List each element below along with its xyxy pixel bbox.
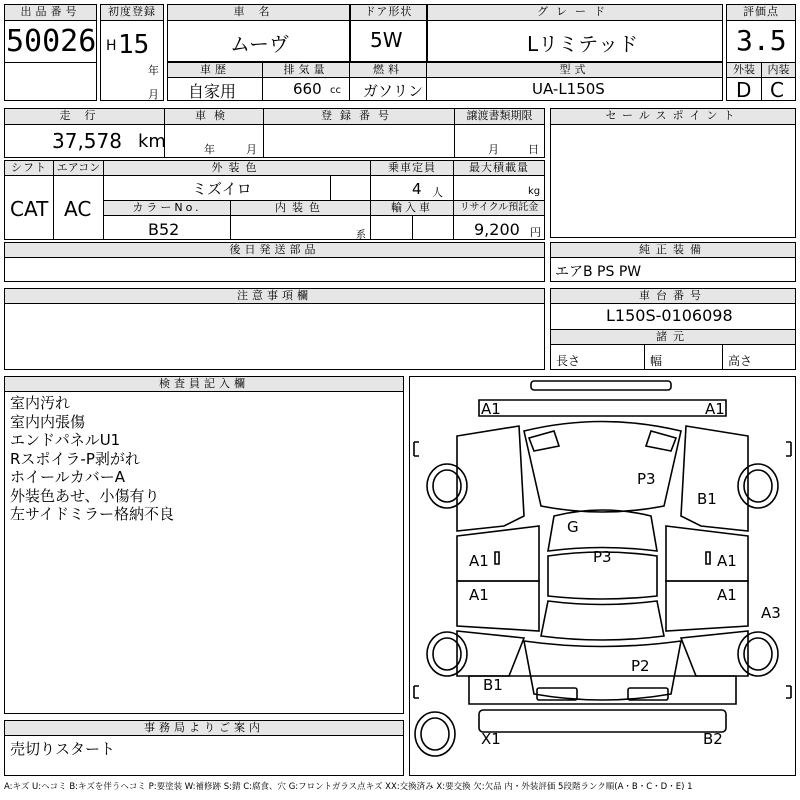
mark-a1-left-front-door: A1 <box>469 552 489 570</box>
exterior-color: ミズイロ <box>192 180 252 198</box>
rear-hatch <box>524 641 681 700</box>
exterior-grade-label: 外装 <box>726 62 762 78</box>
transfer-month: 月 <box>488 143 499 156</box>
height-label: 高さ <box>728 354 753 368</box>
year-unit: 年 <box>148 64 159 77</box>
inspector-note: 外装色あせ、小傷有り <box>10 486 160 505</box>
inspector-note: ホイールカバーA <box>10 468 125 486</box>
interior-grade-label: 内装 <box>761 62 796 78</box>
mileage: 37,578 <box>52 129 122 153</box>
first-registration-year: 15 <box>118 30 150 60</box>
mark-a1-right-front-door: A1 <box>717 552 737 570</box>
door-shape: 5W <box>370 28 403 52</box>
door-label: ドア形状 <box>350 4 427 21</box>
notes-label: 注意事項欄 <box>4 288 545 304</box>
office-label: 事務局よりご案内 <box>4 720 404 736</box>
grade: Lリミテッド <box>527 32 639 56</box>
inspector-note: 室内汚れ <box>10 394 71 412</box>
sales-points-label: セールスポイント <box>550 108 796 125</box>
ac-label: エアコン <box>53 160 104 176</box>
interior-grade: C <box>770 78 784 102</box>
shift: CAT <box>10 197 49 221</box>
model-name: ムーヴ <box>230 32 289 56</box>
mileage-unit: km <box>138 131 166 152</box>
capacity-label: 乗車定員 <box>370 160 454 176</box>
mark-b2: B2 <box>703 730 723 748</box>
color-no-label: カラーNo. <box>103 200 231 216</box>
mark-a1-right-rear-door: A1 <box>717 586 737 604</box>
fuel-label: 燃料 <box>349 62 427 78</box>
front-bumper <box>479 400 726 416</box>
exterior-color-label: 外装色 <box>103 160 371 176</box>
score: 3.5 <box>736 24 787 57</box>
mark-g-windshield: G <box>567 518 579 536</box>
mark-b1-left: B1 <box>483 676 503 694</box>
inspection-month-unit: 月 <box>246 143 257 156</box>
inspection-year-unit: 年 <box>204 143 215 156</box>
recycle-fee: 9,200 <box>474 220 520 239</box>
inspector-label: 検査員記入欄 <box>4 376 404 392</box>
inspector-note: エンドパネルU1 <box>10 431 121 449</box>
shift-label: シフト <box>4 160 54 176</box>
width-label: 幅 <box>650 354 663 368</box>
type-label: 型式 <box>426 62 723 78</box>
capacity-unit: 人 <box>432 186 443 199</box>
front-bumper-top <box>531 381 671 390</box>
parts-label: 後日発送部品 <box>4 242 545 258</box>
transfer-docs-label: 譲渡書類期限 <box>454 108 545 125</box>
grade-label: グレード <box>427 4 723 21</box>
lot-number: 50026 <box>6 24 97 59</box>
registration-no-label: 登録番号 <box>263 108 455 125</box>
mark-a1-front-left: A1 <box>481 400 501 418</box>
history-label: 車歴 <box>167 62 263 78</box>
mark-p3-roof: P3 <box>593 548 612 566</box>
office-note: 売切りスタート <box>10 740 116 758</box>
length-label: 長さ <box>556 354 581 368</box>
genuine-equipment: エアB PS PW <box>555 264 642 280</box>
car-diagram <box>409 376 796 776</box>
exterior-grade: D <box>736 78 752 102</box>
mark-p2-hatch: P2 <box>631 657 650 675</box>
mark-x1: X1 <box>481 730 501 748</box>
inspector-note: 室内内張傷 <box>10 412 86 431</box>
history: 自家用 <box>188 82 237 101</box>
max-load-label: 最大積載量 <box>453 160 545 176</box>
first-registration-label: 初度登録 <box>100 4 164 21</box>
score-label: 評価点 <box>726 4 796 21</box>
fuel: ガソリン <box>363 82 424 100</box>
model-name-label: 車名 <box>167 4 350 21</box>
mileage-label: 走行 <box>4 108 165 125</box>
rear-bumper-bottom <box>479 710 726 732</box>
inspector-note: Rスポイラ-P剥がれ <box>10 449 140 468</box>
color-no: B52 <box>148 220 180 239</box>
mark-p3-hood: P3 <box>637 470 656 488</box>
dims-label: 諸元 <box>550 329 796 345</box>
inspector-notes <box>10 394 174 524</box>
recycle-unit: 円 <box>530 226 541 239</box>
interior-color-unit: 系 <box>356 230 366 241</box>
displacement-unit: cc <box>330 85 341 96</box>
max-load-unit: kg <box>528 186 541 197</box>
capacity: 4 <box>412 180 422 198</box>
mark-a1-left-rear-door: A1 <box>469 586 489 604</box>
sales-points-box <box>550 108 796 238</box>
mark-a1-front-right: A1 <box>705 400 725 418</box>
legend: A:キズ U:ヘコミ B:キズを伴うヘコミ P:要塗装 W:補修跡 S:錆 C:腐食、穴 G:フロントガラス点キズ XX:交換済み X:要交換 欠:欠品 内・外装評価 5段階ランク順(A・B・C・D・E) 1 <box>4 782 693 792</box>
mark-b1-right: B1 <box>697 490 717 508</box>
import-label: 輸入車 <box>370 200 454 216</box>
lot-number-label: 出品番号 <box>4 4 97 21</box>
era: H <box>106 38 117 54</box>
hood <box>524 422 681 513</box>
chassis-number: L150S-0106098 <box>606 306 733 325</box>
ac: AC <box>64 197 92 221</box>
chassis-label: 車台番号 <box>550 288 796 304</box>
inspector-note: 左サイドミラー格納不良 <box>10 505 174 523</box>
windshield <box>548 510 657 551</box>
month-unit: 月 <box>148 88 159 101</box>
displacement-label: 排気量 <box>262 62 350 78</box>
mark-a3-right-rear: A3 <box>761 604 781 622</box>
genuine-label: 純正装備 <box>550 242 796 258</box>
transfer-day: 日 <box>528 143 539 156</box>
interior-color-label: 内装色 <box>230 200 371 216</box>
inspection-label: 車検 <box>164 108 264 125</box>
recycle-label: リサイクル預託金 <box>453 200 545 216</box>
type: UA-L150S <box>532 80 605 98</box>
displacement: 660 <box>293 80 322 98</box>
